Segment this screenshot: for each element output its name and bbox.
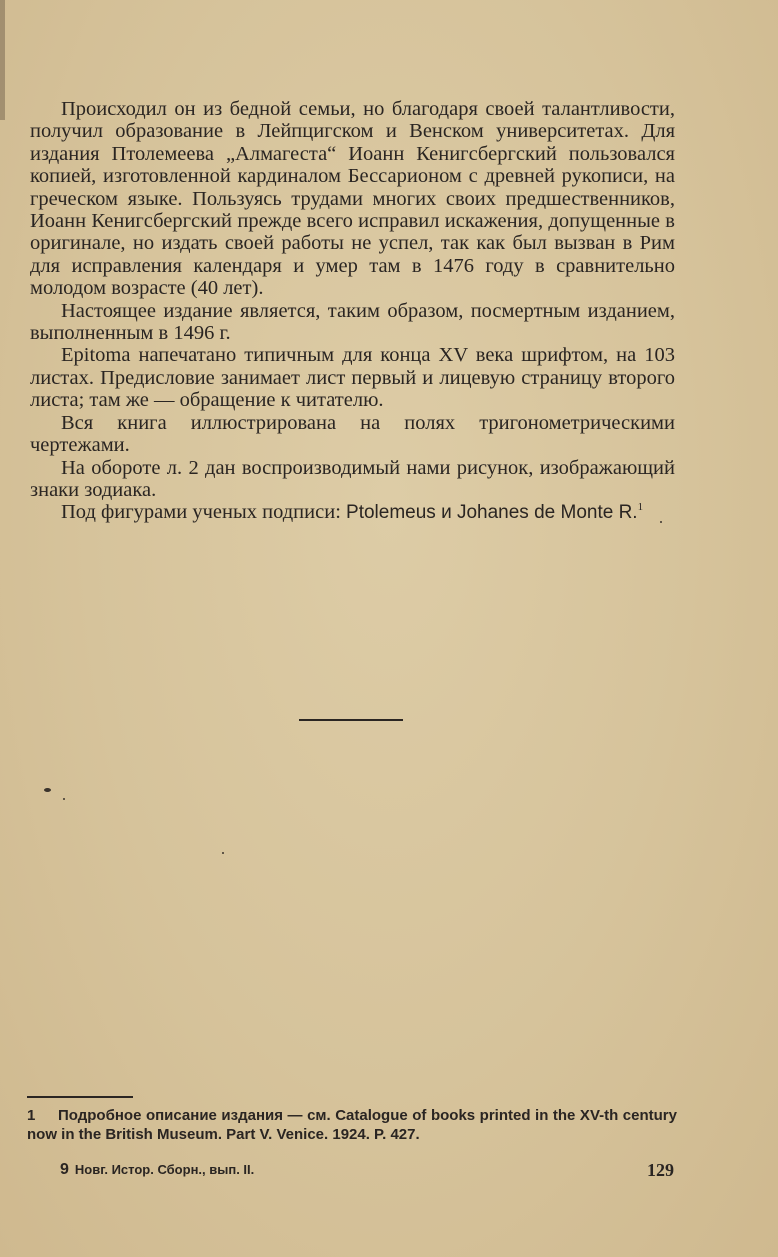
paragraph-5: На обороте л. 2 дан воспроизводимый нами рисунок, изображающий знаки зодиака. [30,456,675,501]
paragraph-3: Epitoma напечатано типичным для конца XV века шрифтом, на 103 листах. Предисловие занимает лист первый и лицевую страницу второго листа; там же — обращение к читателю. [30,344,675,412]
paragraph-6-latin: Ptolemeus и Johanes de Monte R. [346,502,638,524]
paragraph-6-text: Под фигурами ученых подписи: [61,501,347,524]
footnote-mark: 1 [27,1107,36,1124]
printer-signature [60,1161,254,1179]
print-speck [222,852,224,854]
paragraph-6 [30,501,675,524]
page-number: 129 [647,1160,674,1180]
print-speck [44,788,51,792]
paragraph-2: Настоящее издание является, таким образом, посмертным изданием, выполненным в 1496 г. [30,299,675,345]
footnote [27,1106,677,1144]
paragraph-4: Вся книга иллюстрирована на полях тригонометрическими чертежами. [30,411,675,457]
section-divider [299,719,403,721]
page-edge-shadow [0,0,5,120]
main-text [30,98,675,525]
footnote-text: Подробное описание издания — см. Catalogue of books printed in the XV-th century now in the British Museum. Part V. Venice. 1924. P. 427. [27,1107,677,1143]
footnote-reference: 1 [637,501,644,514]
paragraph-1: Происходил он из бедной семьи, но благодаря своей талантливости, получил образование в Лейпцигском и Венском университетах. Для издания Птолемеева „Алмагеста“ Иоанн Кенигсбергский пользовался копией, изготовленной кардиналом Бессарионом с древней рукописи, на греческом языке. Пользуясь трудами многих своих предшественников, Иоанн Кенигсбергский прежде всего исправил искажения, допущенные в оригинале, но издать своей работы не успел, так как был вызван в Рим для исправления календаря и умер там в 1476 году в сравнительно молодом возрасте (40 лет). [30,98,675,300]
print-speck [63,798,65,800]
signature-text: Новг. Истор. Сборн., вып. II. [74,1162,255,1177]
print-speck [660,521,662,523]
signature-number: 9 [60,1161,69,1178]
footnote-rule [27,1096,133,1098]
